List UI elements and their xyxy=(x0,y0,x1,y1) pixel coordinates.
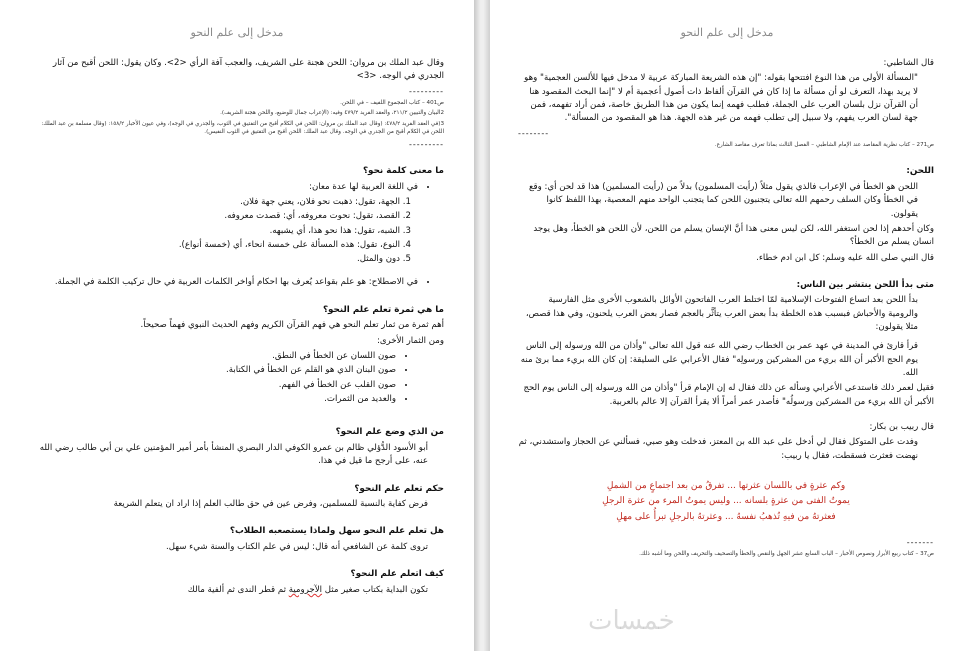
running-head: مدخل إلى علم النحو xyxy=(190,26,284,39)
lang-meanings-list xyxy=(28,196,418,267)
list-item: • في الاصطلاح: هو علم بقواعد يُعرف بها احكام أواخر الكلمات العربية في حال تركيب الكلمة في الجملة. xyxy=(28,276,418,289)
meaning-list xyxy=(28,181,444,290)
section-heading-how: كيف اتعلم علم النحو؟ xyxy=(350,569,444,580)
list-item: 5. دون والمثل. xyxy=(28,253,400,266)
separator: --------- xyxy=(409,139,444,149)
intro-paragraph: وقال عبد الملك بن مروان: اللحن هجنة على الشريف، والعجب آفة الرأي <2>. وكان يقول: اللحن أقبح من آثار الجدري في الوجه. <3> xyxy=(52,58,444,82)
paragraph: ومن الثمار الأخرى: xyxy=(376,335,444,346)
document-page-left xyxy=(0,0,474,651)
page-gutter xyxy=(474,0,490,651)
section-heading-ruling: حكم تعلم علم النحو؟ xyxy=(354,483,444,494)
section-heading-meaning: ما معنى كلمة نحو؟ xyxy=(362,165,444,176)
paragraph: أبو الأسود الدُّؤلي ظالم بن عمرو الكوفي الدار البصري المنشأ بأمر أمير المؤمنين علي بن أبي طالب رضي الله عنه، على أرجح ما قيل في هذا. xyxy=(39,442,428,467)
paragraph-label: قال الشاطبي: xyxy=(883,58,934,68)
paragraph: فرض كفاية بالنسبة للمسلمين، وفرض عين في حق طالب العلم إذا اراد ان يتعلم الشريعة xyxy=(113,499,428,510)
list-item: 3. الشبه، تقول: هذا نحو هذا، أي يشبهه. xyxy=(28,225,400,238)
paragraph xyxy=(28,584,444,597)
footnote: ص271 – كتاب نظرية المقاصد عند الإمام الشاطبي – الفصل الثالث بماذا تعرف مقاصد الشارع. xyxy=(714,141,934,148)
footnote: 2البيان والتبيين ٢١١/٢، والعقد الفريد ٤٧٩/٢ وفيه: (الإعراب جمال للوضيع، واللحن هجنة الشريف). xyxy=(220,110,444,117)
section-heading-spread: متى بدأ اللحن ينتشر بين الناس: xyxy=(796,279,934,290)
page-content xyxy=(0,57,474,597)
footnote: 3(في العقد الفريد ٤٧٨/٢: (وقال عبد الملك بن مروان: اللحن في الكلام أقبح من التفتيق في الثوب، والجدري في الوجه)، وفي عيون الأخبار ١٥٨/٢: (وقال مسلمة بن عبد الملك: اللحن في الكلام أقبح من الجدري في الوجه. وقال عبد الملك: اللحن أقبح من التفتيق في الثوب النفيس). xyxy=(41,120,444,136)
list-item: 1. الجهة، تقول: ذهبت نحو فلان، يعني جهة فلان. xyxy=(28,196,400,209)
poem-line: وكم عثرةٍ في باللسان عثرتها ... تفرقُ من بعد اجتماعٍ من الشملِ xyxy=(606,480,846,491)
text-run: تكون البداية بكتاب صغير مثل xyxy=(322,585,428,596)
list-item-text: في اللغة العربية لها عدة معان: xyxy=(309,181,418,192)
document-page-right xyxy=(490,0,964,651)
quote-paragraph: "المسألة الأولى من هذا النوع افتتحها بقوله: "إن هذه الشريعة المباركة عربية لا مدخل فيها للألسن العجمية" وهو لا يريد بهذا، التعرف لو أن مسألة ما إذا كان في القرآن ألفاظ ذات أصول أعجمية أم لا "إنما البحث المقصود هنا أن القرآن نزل بلسان العرب على الجملة، فطلب فهمه إنما يكون من هذا الطريق خاصة، فمن أراد تفهمه، فمن جهة لسان العرب يفهم، ولا سبيل إلى تطلب فهمه من غير هذه الجهة. هذا هو المقصود من المسألة". xyxy=(524,73,918,124)
section-heading-fruit: ما هي ثمرة تعلم علم النحو؟ xyxy=(322,304,444,315)
poem-line: يموتُ الفتى من عثرةٍ بلسانه ... وليس يموتُ المرء من عثرة الرجلِ xyxy=(602,496,850,507)
paragraph: وكان أحدهم إذا لحن استغفر الله، لكن ليس معنى هذا أنَّ الإنسان يسلم من اللحن، لأن اللحن هو الخطأ، وهل يوجد انسان يسلم من الخطأ؟ xyxy=(533,223,934,248)
list-item: • صون القلب عن الخطأ في الفهم. xyxy=(28,379,396,392)
footnote: ص37 – كتاب ربيع الأبرار ونصوص الأخبار – الباب السابع عشر الجهل والنقص والخطأ والتصحيف والتحريف واللحن وما أشبه ذلك. xyxy=(639,551,934,558)
paragraph: قال النبي صلى الله عليه وسلم: كل ابن ادم خطاء. xyxy=(756,252,934,263)
section-heading-founder: من الذي وضع علم النحو؟ xyxy=(335,427,444,438)
list-item: 2. القصد، تقول: نحوت معروفه، أي: قصدت معروفه. xyxy=(28,210,400,223)
list-item: • صون اللسان عن الخطأ في النطق. xyxy=(28,350,396,363)
separator: ------- xyxy=(906,537,934,547)
page-content xyxy=(490,57,964,559)
list-item: • صون البنان الذي هو القلم عن الخطأ في الكتابة. xyxy=(28,364,396,377)
section-heading-easy: هل تعلم علم النحو سهل ولماذا يستصعبه الطلاب؟ xyxy=(229,526,444,537)
poem xyxy=(518,479,934,525)
site-watermark: خمسات xyxy=(588,606,675,636)
paragraph: وفدت على المتوكل فقال لي أدخل على عبد الله بن المعتز، فدخلت وهو صبي، فسألني عن الحجاز واستشدني، ثم نهضت فعثرت فسقطت، فقال يا ربيب: xyxy=(518,437,918,461)
text-run: ثم قطر الندى ثم ألفية مالك xyxy=(187,585,289,596)
section-heading-lahn: اللحن: xyxy=(906,166,934,177)
paragraph: اللحن هو الخطأ في الإعراب فالذي يقول مثلاً (رأيت المسلمون) بدلاً من (رأيت المسلمين) هذا قد لحن أي: وقع في الخطأ وكان السلف رحمهم الله تعالى يتجنبون اللحن كما يتجنب الواحد منهم المعصية، بهذا اللفظ كانوا يقولون. xyxy=(528,181,918,219)
paragraph: تروى كلمة عن الشافعي أنه قال: ليس في علم الكتاب والسنة شيء سهل. xyxy=(166,542,428,553)
footnote: ص401 – كتاب المجموع اللفيف – في اللحن. xyxy=(340,100,444,107)
paragraph: فقيل لعمر ذلك فاستدعى الأعرابي وسأله عن ذلك فقال له إن الإمام قرأ "وأذان من الله ورسوله إلى الناس يوم الحج الأكبر أن الله بريء من المشركين ورسولُه" فأصدر عمر أمراً ألا يقرأ القرآن إلا عالم بالعربية. xyxy=(523,383,934,407)
paragraph: قرأ قارئ في المدينة في عهد عمر بن الخطاب رضي الله عنه قول الله تعالى "وأذان من الله ورسوله إلى الناس يوم الحج الأكبر أن الله بريء من المشركين ورسولِه" فقال الأعرابي على السليقة: إن كان الله بريء مما برئ منه الله. xyxy=(520,341,918,379)
poem-line: فعثرتهُ من فيهِ تُذهبُ نفسهُ ... وعثرتهُ بالرجلِ تبرأُ على مهلِ xyxy=(616,511,836,522)
running-head: مدخل إلى علم النحو xyxy=(680,26,774,39)
separator: -------- xyxy=(518,128,550,138)
paragraph-label: قال ربيب بن بكار: xyxy=(869,421,934,432)
paragraph: بدأ اللحن بعد اتساع الفتوحات الإسلامية لمّا اختلط العرب الفاتحون الأوائل بالشعوب الأخرى مثل الفارسية والرومية والأحباش فبسبب هذه الخلطة بدأ بعض العرب يتأثَّر بالعجم فصار بعض العرب يلحنون، وفي هذا قصص، مثلا يقولون: xyxy=(525,295,918,333)
spellcheck-marked-word: الآجرومية xyxy=(288,585,323,596)
list-item: 4. النوع، تقول: هذه المسألة على خمسة انحاء، أي (خمسة أنواع). xyxy=(28,239,400,252)
separator: --------- xyxy=(409,86,444,96)
list-item xyxy=(28,181,418,267)
paragraph: أهم ثمرة من ثمار تعلم النحو هي فهم القرآن الكريم وفهم الحديث النبوي فهماً صحيحاً. xyxy=(140,320,444,331)
list-item: • والعديد من الثمرات. xyxy=(28,393,396,406)
fruit-list xyxy=(28,350,444,406)
